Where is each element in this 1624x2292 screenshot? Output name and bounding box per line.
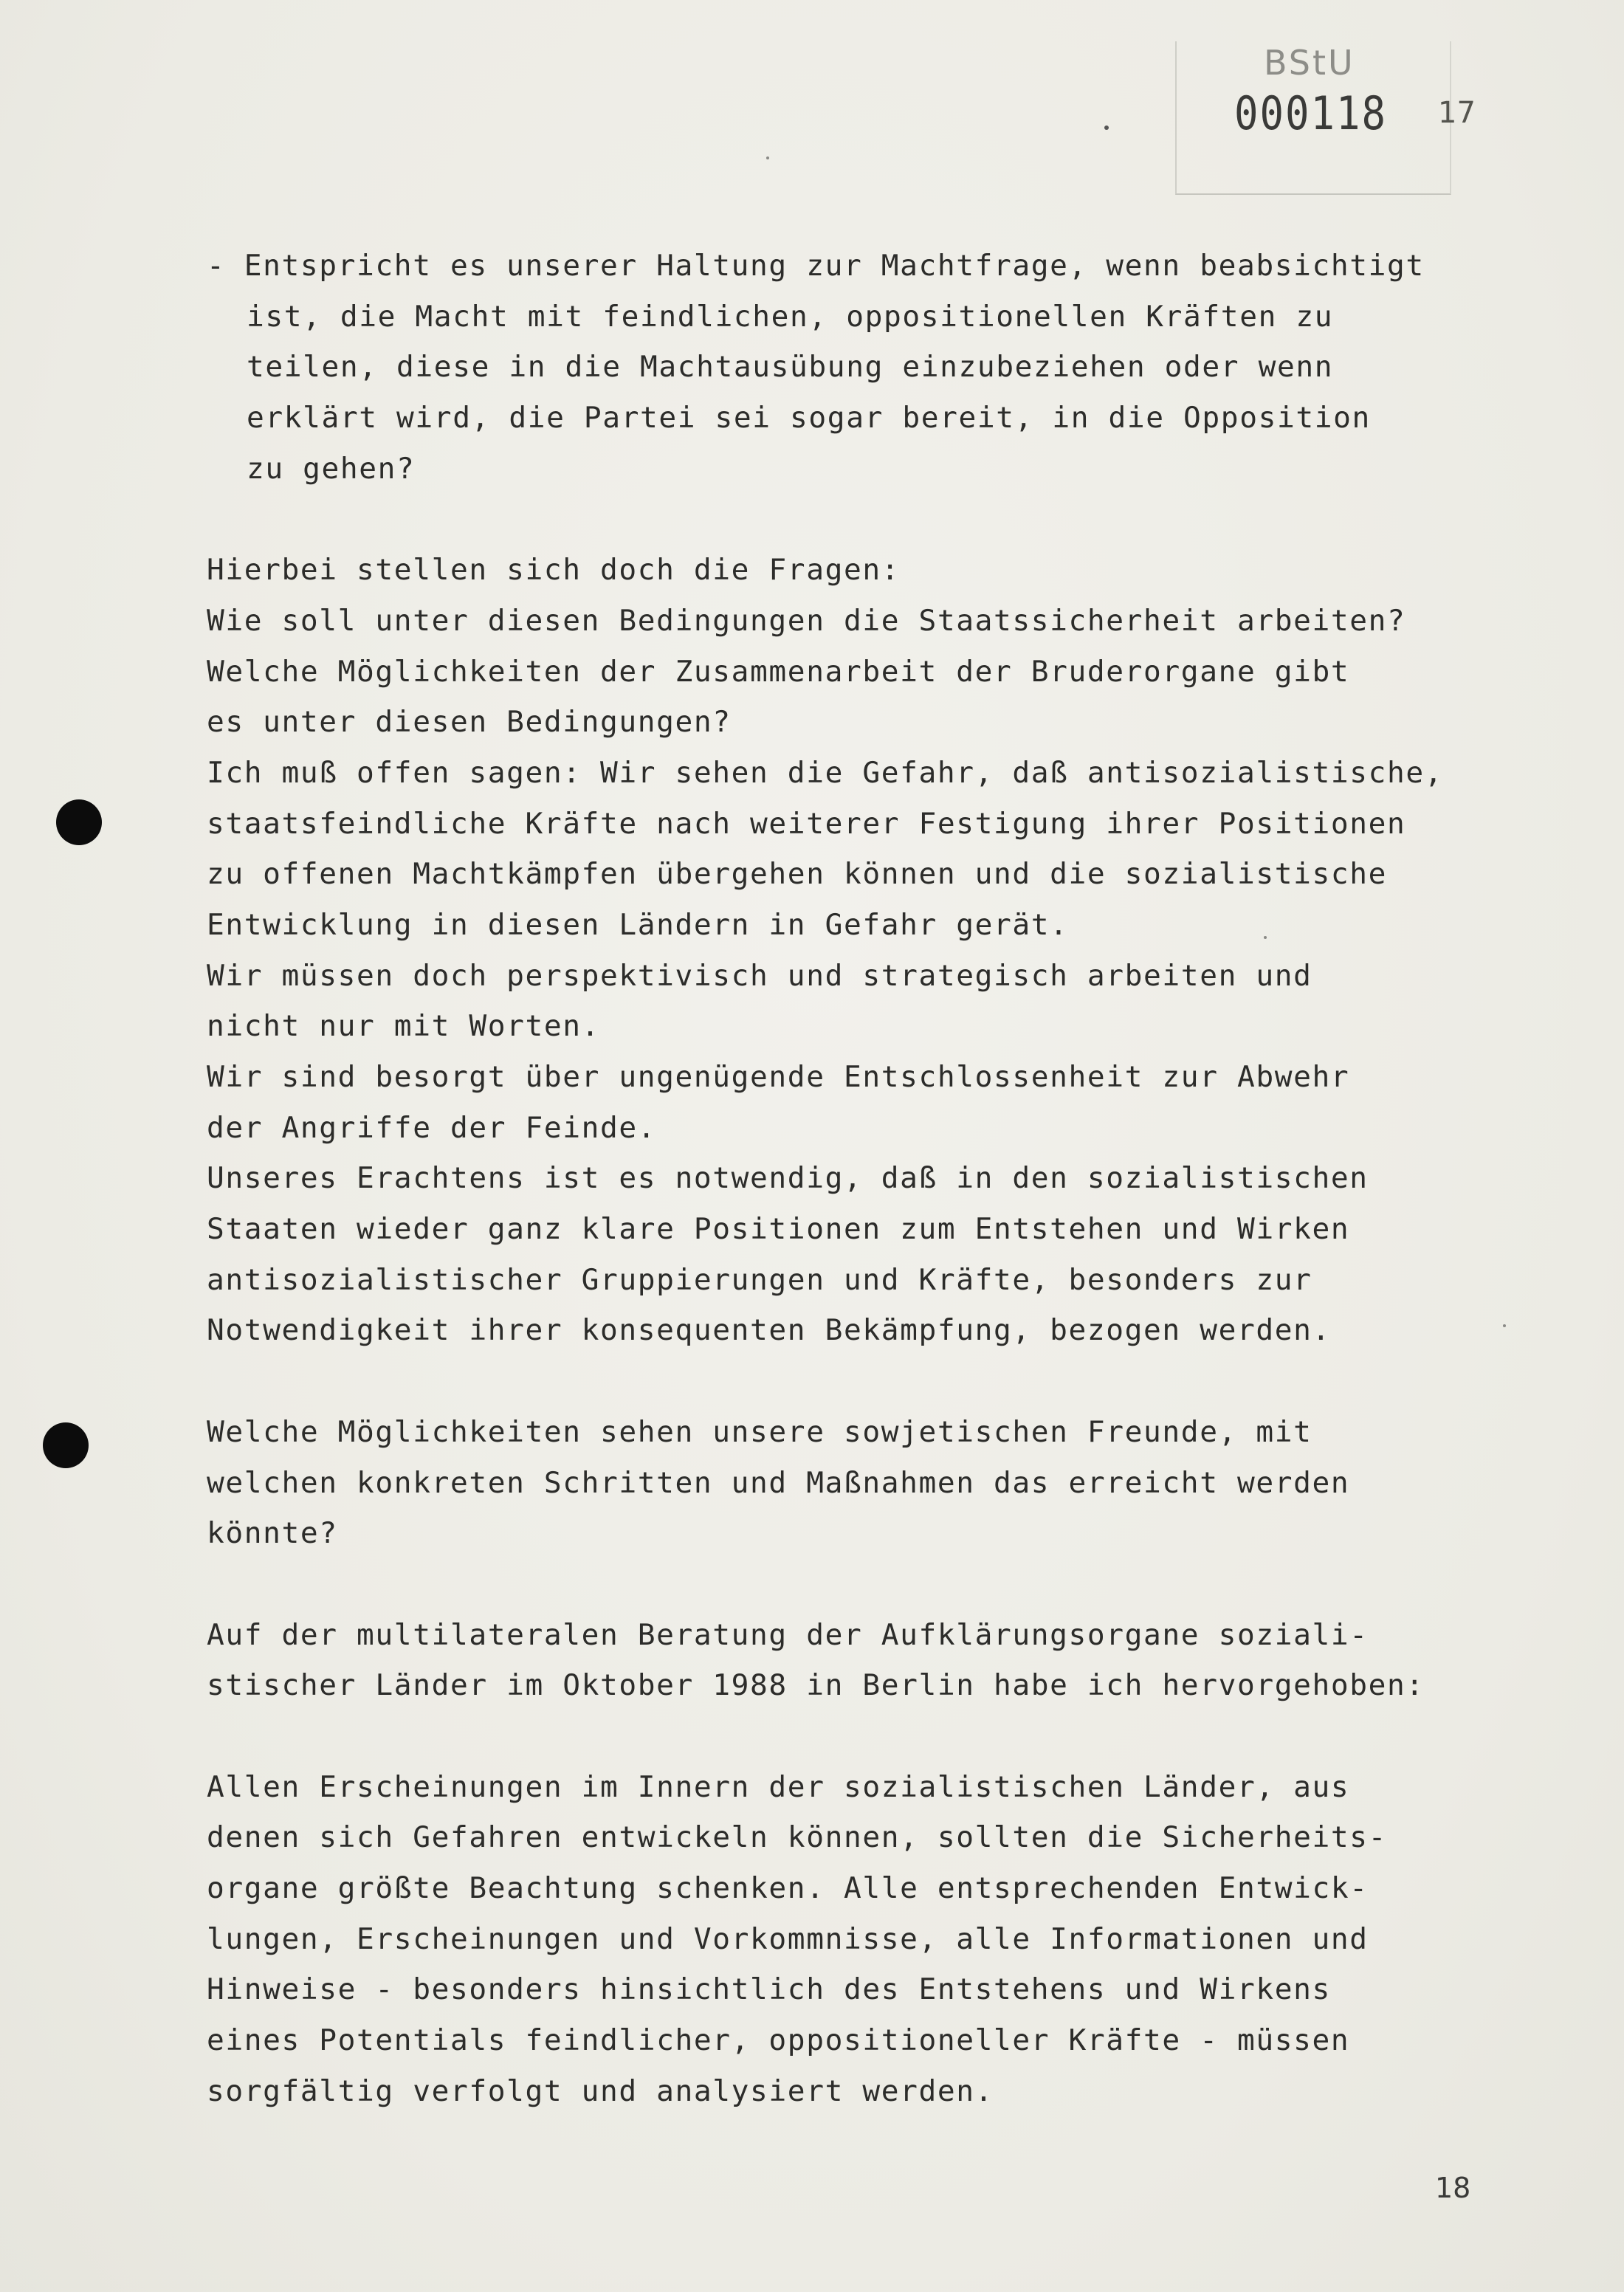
text-line: Allen Erscheinungen im Innern der sozialistischen Länder, aus — [207, 1769, 1350, 1804]
document-body — [207, 241, 1528, 2116]
text-line: welchen konkreten Schritten und Maßnahmen das erreicht werden — [207, 1465, 1350, 1500]
archive-stamp-number: 000118 — [1234, 86, 1388, 140]
text-line: nicht nur mit Worten. — [207, 1009, 601, 1044]
text-line: es unter diesen Bedingungen? — [207, 705, 732, 740]
text-line: Auf der multilateralen Beratung der Aufklärungsorgane soziali- — [207, 1617, 1369, 1652]
paragraph-fragen — [207, 545, 1528, 1356]
text-line: teilen, diese in die Machtausübung einzubeziehen oder wenn — [247, 350, 1334, 385]
text-line: Hinweise - besonders hinsichtlich des Entstehens und Wirkens — [207, 1972, 1331, 2007]
paragraph-sowjetische-freunde — [207, 1407, 1528, 1559]
text-line: eines Potentials feindlicher, oppositioneller Kräfte - müssen — [207, 2023, 1350, 2058]
punch-hole-lower — [43, 1422, 89, 1468]
text-line: der Angriffe der Feinde. — [207, 1110, 657, 1145]
text-line: Unseres Erachtens ist es notwendig, daß in den sozialistischen — [207, 1161, 1369, 1196]
paragraph-machtfrage — [207, 241, 1528, 494]
text-line: Wir sind besorgt über ungenügende Entschlossenheit zur Abwehr — [207, 1060, 1350, 1094]
text-line: erklärt wird, die Partei sei sogar bereit, in die Opposition — [247, 401, 1371, 436]
paragraph-spacer — [207, 1356, 1528, 1407]
archive-stamp-page: 17 — [1438, 96, 1476, 130]
paragraph-spacer — [207, 494, 1528, 545]
text-line: sorgfältig verfolgt und analysiert werden. — [207, 2074, 994, 2108]
punch-hole-upper — [56, 799, 102, 845]
paragraph-beratung — [207, 1610, 1528, 1711]
text-line: Staaten wieder ganz klare Positionen zum Entstehen und Wirken — [207, 1212, 1350, 1247]
page-number: 18 — [1435, 2172, 1471, 2204]
text-line: ist, die Macht mit feindlichen, oppositionellen Kräften zu — [247, 299, 1334, 334]
text-line: könnte? — [207, 1516, 338, 1551]
text-line: - Entspricht es unserer Haltung zur Machtfrage, wenn beabsichtigt — [207, 249, 1425, 283]
text-line: Entwicklung in diesen Ländern in Gefahr gerät. — [207, 907, 1069, 942]
text-line: Wie soll unter diesen Bedingungen die Staatssicherheit arbeiten? — [207, 603, 1406, 638]
text-line: zu gehen? — [247, 451, 416, 486]
text-line: Hierbei stellen sich doch die Fragen: — [207, 553, 901, 588]
text-line: stischer Länder im Oktober 1988 in Berlin habe ich hervorgehoben: — [207, 1668, 1425, 1703]
text-line: lungen, Erscheinungen und Vorkommnisse, alle Informationen und — [207, 1921, 1369, 1956]
text-line: staatsfeindliche Kräfte nach weiterer Festigung ihrer Positionen — [207, 806, 1406, 841]
text-line: Notwendigkeit ihrer konsequenten Bekämpfung, bezogen werden. — [207, 1313, 1331, 1348]
text-line: zu offenen Machtkämpfen übergehen können und die sozialistische — [207, 857, 1388, 892]
stamp-mark — [1104, 125, 1109, 130]
text-line: Wir müssen doch perspektivisch und strategisch arbeiten und — [207, 958, 1312, 993]
text-line: antisozialistischer Gruppierungen und Kräfte, besonders zur — [207, 1262, 1312, 1297]
archive-stamp-label: BStU — [1264, 43, 1355, 83]
paper-speck — [766, 156, 769, 159]
paragraph-spacer — [207, 1711, 1528, 1762]
paragraph-spacer — [207, 1559, 1528, 1610]
text-line: denen sich Gefahren entwickeln können, sollten die Sicherheits- — [207, 1820, 1388, 1855]
text-line: Welche Möglichkeiten sehen unsere sowjetischen Freunde, mit — [207, 1414, 1312, 1449]
text-line: Welche Möglichkeiten der Zusammenarbeit der Bruderorgane gibt — [207, 654, 1350, 689]
paragraph-erscheinungen — [207, 1762, 1528, 2117]
text-line: organe größte Beachtung schenken. Alle entsprechenden Entwick- — [207, 1871, 1369, 1905]
text-line: Ich muß offen sagen: Wir sehen die Gefahr, daß antisozialistische, — [207, 755, 1444, 790]
